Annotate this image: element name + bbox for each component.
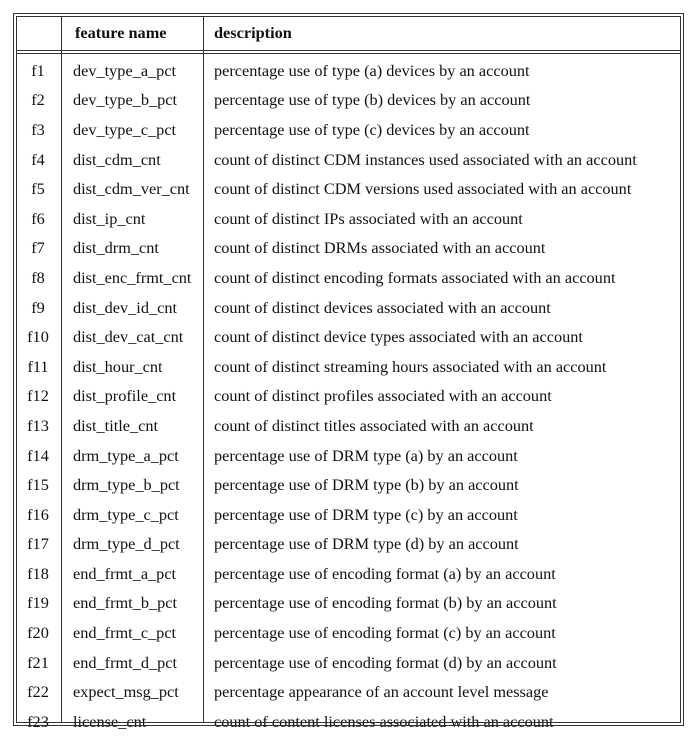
column-divider-2	[203, 16, 204, 723]
table-row	[13, 293, 684, 323]
table-row	[13, 618, 684, 648]
feature-id-cell: f10	[27, 327, 49, 347]
feature-id-cell: f7	[31, 238, 45, 258]
header-separator-line-2	[16, 53, 681, 54]
feature-name-cell: dev_type_c_pct	[73, 119, 177, 139]
feature-name-cell: dev_type_a_pct	[73, 60, 177, 80]
feature-id-cell: f16	[27, 504, 49, 524]
feature-description-cell: percentage appearance of an account level message	[214, 682, 549, 702]
feature-description-cell: percentage use of encoding format (a) by an account	[214, 563, 556, 583]
table-row	[13, 352, 684, 382]
feature-description-cell: count of distinct encoding formats associated with an account	[214, 267, 616, 287]
table-row	[13, 441, 684, 471]
feature-id-cell: f17	[27, 534, 49, 554]
table-row	[13, 470, 684, 500]
feature-description-cell: percentage use of DRM type (d) by an account	[214, 534, 519, 554]
table-row	[13, 50, 684, 86]
header-id	[13, 13, 61, 50]
feature-id-cell: f2	[31, 90, 45, 110]
table-row	[13, 648, 684, 678]
feature-name-cell: drm_type_b_pct	[73, 475, 180, 495]
feature-description-cell: percentage use of type (a) devices by an account	[214, 60, 530, 80]
feature-description-cell: count of distinct devices associated with an account	[214, 297, 551, 317]
feature-id-cell: f14	[27, 445, 49, 465]
table-row	[13, 234, 684, 264]
feature-id-cell: f13	[27, 415, 49, 435]
feature-id-cell: f6	[31, 208, 45, 228]
header-feature-name: feature name	[75, 22, 167, 42]
table-row	[13, 530, 684, 560]
table-row	[13, 707, 684, 737]
table-row	[13, 204, 684, 234]
column-divider-1	[61, 16, 62, 723]
feature-description-cell: percentage use of encoding format (d) by an account	[214, 652, 557, 672]
table-header	[13, 13, 684, 50]
feature-name-cell: end_frmt_a_pct	[73, 563, 177, 583]
feature-name-cell: dist_cdm_ver_cnt	[73, 179, 190, 199]
feature-description-cell: percentage use of encoding format (c) by an account	[214, 623, 556, 643]
header-separator-line	[16, 50, 681, 51]
feature-id-cell: f5	[31, 179, 45, 199]
feature-name-cell: end_frmt_b_pct	[73, 593, 177, 613]
feature-name-cell: end_frmt_c_pct	[73, 623, 177, 643]
table-row	[13, 411, 684, 441]
header-description: description	[214, 22, 292, 42]
feature-description-cell: percentage use of DRM type (b) by an account	[214, 475, 519, 495]
feature-description-cell: percentage use of type (b) devices by an account	[214, 90, 531, 110]
feature-id-cell: f1	[31, 60, 45, 80]
table-row	[13, 86, 684, 116]
feature-description-cell: count of distinct CDM versions used associated with an account	[214, 179, 632, 199]
table-row	[13, 263, 684, 293]
feature-name-cell: dist_cdm_cnt	[73, 149, 161, 169]
feature-id-cell: f20	[27, 623, 49, 643]
feature-description-cell: count of distinct streaming hours associated with an account	[214, 356, 607, 376]
feature-description-cell: count of distinct profiles associated with an account	[214, 386, 552, 406]
table-row	[13, 677, 684, 707]
feature-table-frame	[13, 13, 684, 731]
table-row	[13, 115, 684, 145]
table-row	[13, 589, 684, 619]
table-row	[13, 145, 684, 175]
feature-id-cell: f12	[27, 386, 49, 406]
table-row	[13, 382, 684, 412]
feature-name-cell: license_cnt	[73, 711, 147, 731]
feature-name-cell: dist_ip_cnt	[73, 208, 146, 228]
feature-id-cell: f4	[31, 149, 45, 169]
feature-description-cell: percentage use of type (c) devices by an account	[214, 119, 530, 139]
feature-description-cell: count of distinct titles associated with an account	[214, 415, 534, 435]
table-body	[13, 50, 684, 737]
feature-id-cell: f3	[31, 119, 45, 139]
feature-id-cell: f8	[31, 267, 45, 287]
feature-id-cell: f11	[27, 356, 49, 376]
feature-description-cell: count of distinct device types associated with an account	[214, 327, 583, 347]
feature-name-cell: end_frmt_d_pct	[73, 652, 177, 672]
feature-name-cell: drm_type_a_pct	[73, 445, 179, 465]
feature-name-cell: expect_msg_pct	[73, 682, 179, 702]
feature-name-cell: dist_hour_cnt	[73, 356, 163, 376]
feature-name-cell: dist_title_cnt	[73, 415, 159, 435]
table-row	[13, 500, 684, 530]
feature-name-cell: drm_type_c_pct	[73, 504, 179, 524]
header-row	[13, 13, 684, 50]
feature-description-cell: percentage use of DRM type (c) by an account	[214, 504, 518, 524]
feature-description-cell: percentage use of encoding format (b) by an account	[214, 593, 557, 613]
feature-id-cell: f23	[27, 711, 49, 731]
feature-description-cell: count of distinct DRMs associated with an account	[214, 238, 546, 258]
feature-name-cell: dist_dev_id_cnt	[73, 297, 178, 317]
feature-id-cell: f19	[27, 593, 49, 613]
feature-name-cell: dist_dev_cat_cnt	[73, 327, 184, 347]
table-row	[13, 559, 684, 589]
feature-description-cell: count of distinct CDM instances used associated with an account	[214, 149, 637, 169]
table-row	[13, 174, 684, 204]
feature-name-cell: dist_drm_cnt	[73, 238, 159, 258]
feature-name-cell: dev_type_b_pct	[73, 90, 177, 110]
feature-description-cell: count of distinct IPs associated with an account	[214, 208, 523, 228]
feature-table	[13, 13, 684, 737]
feature-name-cell: drm_type_d_pct	[73, 534, 180, 554]
feature-id-cell: f9	[31, 297, 45, 317]
feature-name-cell: dist_enc_frmt_cnt	[73, 267, 192, 287]
feature-description-cell: count of content licenses associated with an account	[214, 711, 554, 731]
feature-id-cell: f15	[27, 475, 49, 495]
feature-name-cell: dist_profile_cnt	[73, 386, 177, 406]
feature-id-cell: f22	[27, 682, 49, 702]
feature-id-cell: f21	[27, 652, 49, 672]
table-row	[13, 322, 684, 352]
feature-id-cell: f18	[27, 563, 49, 583]
feature-description-cell: percentage use of DRM type (a) by an account	[214, 445, 518, 465]
